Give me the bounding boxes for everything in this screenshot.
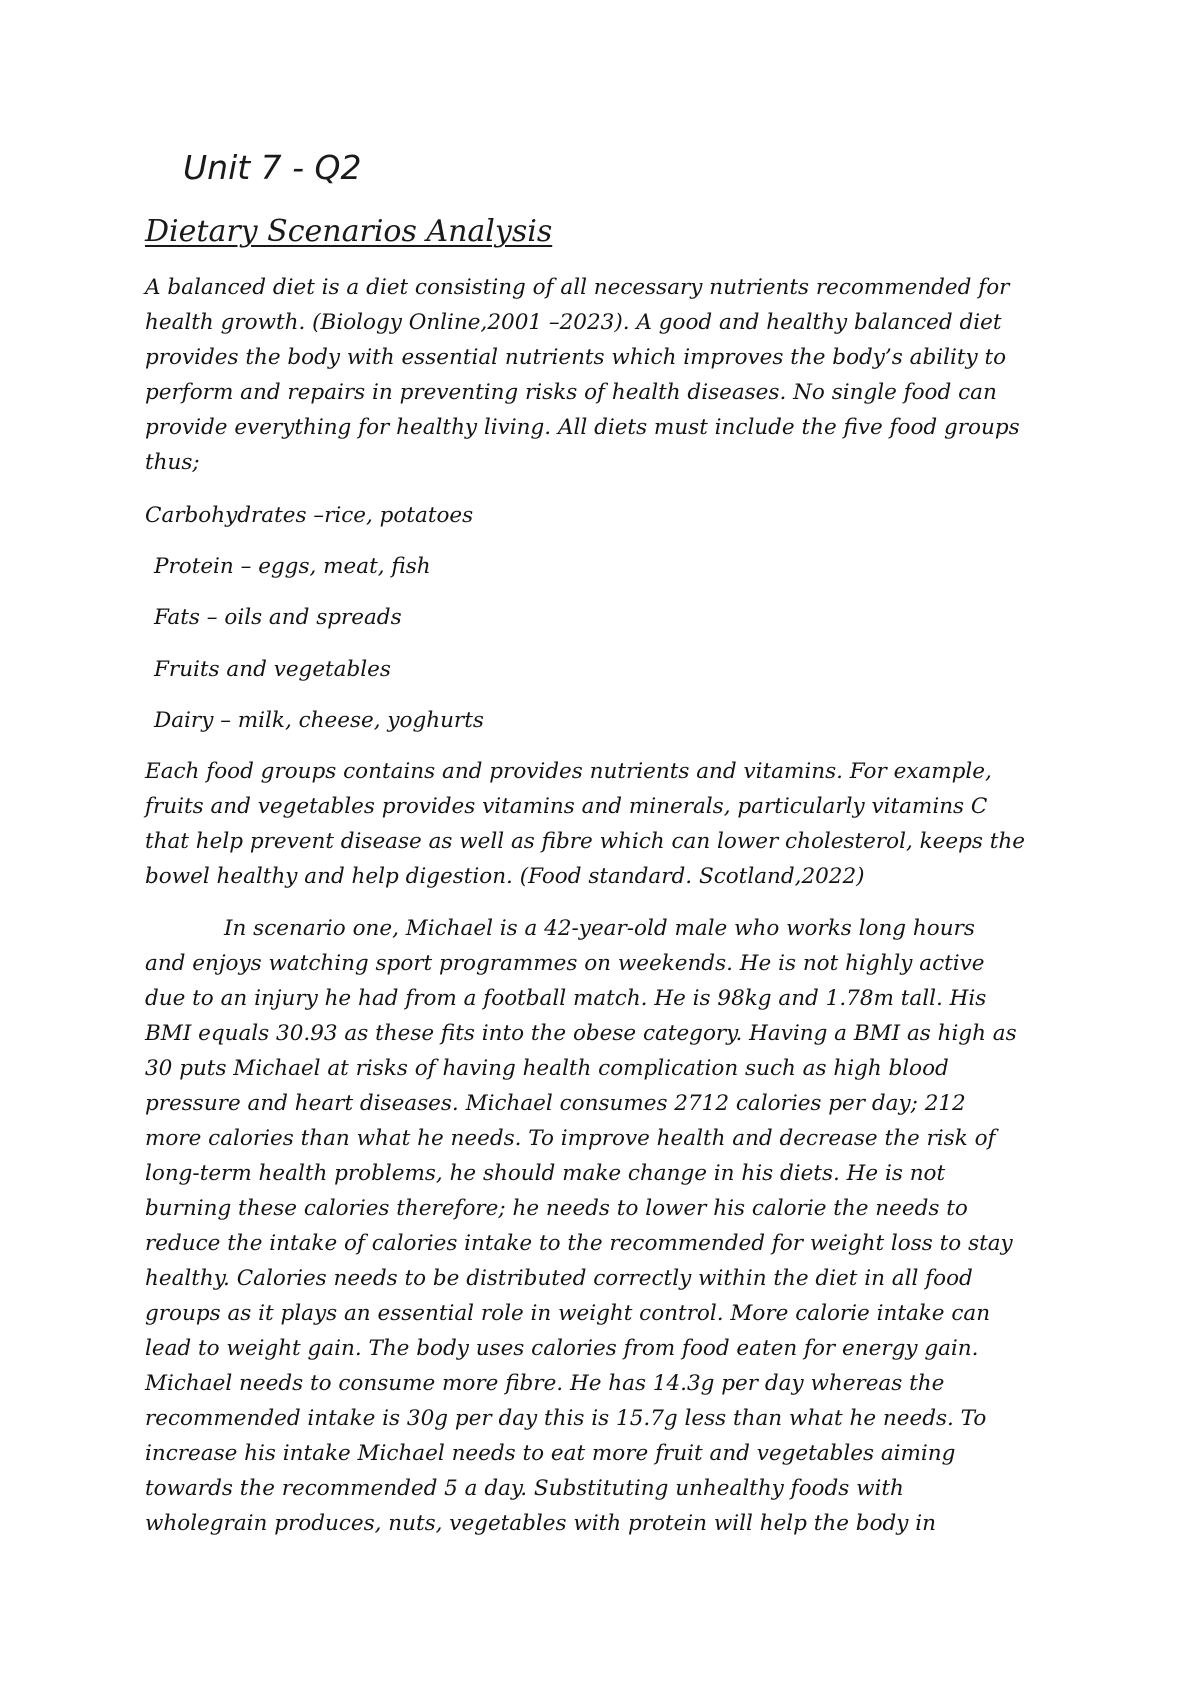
paragraph-line: increase his intake Michael needs to eat more fruit and vegetables aiming bbox=[145, 1441, 956, 1466]
paragraph-line: long-term health problems, he should make change in his diets. He is not bbox=[145, 1161, 946, 1186]
paragraph-line: reduce the intake of calories intake to the recommended for weight loss to stay bbox=[145, 1231, 1013, 1256]
document-heading: Dietary Scenarios Analysis bbox=[145, 214, 553, 249]
paragraph-line: pressure and heart diseases. Michael consumes 2712 calories per day; 212 bbox=[145, 1091, 966, 1116]
intro-line: perform and repairs in preventing risks of health diseases. No single food can bbox=[145, 380, 997, 405]
intro-line: A balanced diet is a diet consisting of all necessary nutrients recommended for bbox=[145, 275, 1010, 300]
paragraph-line: groups as it plays an essential role in weight control. More calorie intake can bbox=[145, 1301, 991, 1326]
unit-title: Unit 7 - Q2 bbox=[183, 148, 362, 187]
food-group-item: Fruits and vegetables bbox=[154, 657, 391, 682]
paragraph-line: Michael needs to consume more fibre. He has 14.3g per day whereas the bbox=[145, 1371, 945, 1396]
paragraph-line: 30 puts Michael at risks of having health complication such as high blood bbox=[145, 1056, 949, 1081]
paragraph-line: healthy. Calories needs to be distributed correctly within the diet in all food bbox=[145, 1266, 973, 1291]
paragraph-line: In scenario one, Michael is a 42-year-old male who works long hours bbox=[224, 916, 975, 941]
food-group-item: Protein – eggs, meat, fish bbox=[154, 554, 431, 579]
paragraph-line: towards the recommended 5 a day. Substituting unhealthy foods with bbox=[145, 1476, 904, 1501]
intro-line: provides the body with essential nutrients which improves the body’s ability to bbox=[145, 345, 1007, 370]
food-group-item: Dairy – milk, cheese, yoghurts bbox=[154, 708, 484, 733]
paragraph-line: Each food groups contains and provides nutrients and vitamins. For example, bbox=[145, 759, 992, 784]
paragraph-line: and enjoys watching sport programmes on weekends. He is not highly active bbox=[145, 951, 985, 976]
intro-line: health growth. (Biology Online,2001 –2023). A good and healthy balanced diet bbox=[145, 310, 1002, 335]
paragraph-line: BMI equals 30.93 as these fits into the obese category. Having a BMI as high as bbox=[145, 1021, 1017, 1046]
intro-line: provide everything for healthy living. All diets must include the five food groups bbox=[145, 415, 1020, 440]
paragraph-line: wholegrain produces, nuts, vegetables with protein will help the body in bbox=[145, 1511, 936, 1536]
paragraph-line: bowel healthy and help digestion. (Food standard. Scotland,2022) bbox=[145, 864, 865, 889]
paragraph-line: burning these calories therefore; he needs to lower his calorie the needs to bbox=[145, 1196, 968, 1221]
paragraph-line: lead to weight gain. The body uses calories from food eaten for energy gain. bbox=[145, 1336, 979, 1361]
paragraph-line: that help prevent disease as well as fibre which can lower cholesterol, keeps the bbox=[145, 829, 1025, 854]
paragraph-line: due to an injury he had from a football match. He is 98kg and 1.78m tall. His bbox=[145, 986, 987, 1011]
paragraph-line: more calories than what he needs. To improve health and decrease the risk of bbox=[145, 1126, 996, 1151]
paragraph-line: recommended intake is 30g per day this is 15.7g less than what he needs. To bbox=[145, 1406, 987, 1431]
intro-line: thus; bbox=[145, 450, 200, 475]
food-group-item: Fats – oils and spreads bbox=[154, 605, 402, 630]
food-group-item: Carbohydrates –rice, potatoes bbox=[145, 503, 474, 528]
paragraph-line: fruits and vegetables provides vitamins and minerals, particularly vitamins C bbox=[145, 794, 988, 819]
